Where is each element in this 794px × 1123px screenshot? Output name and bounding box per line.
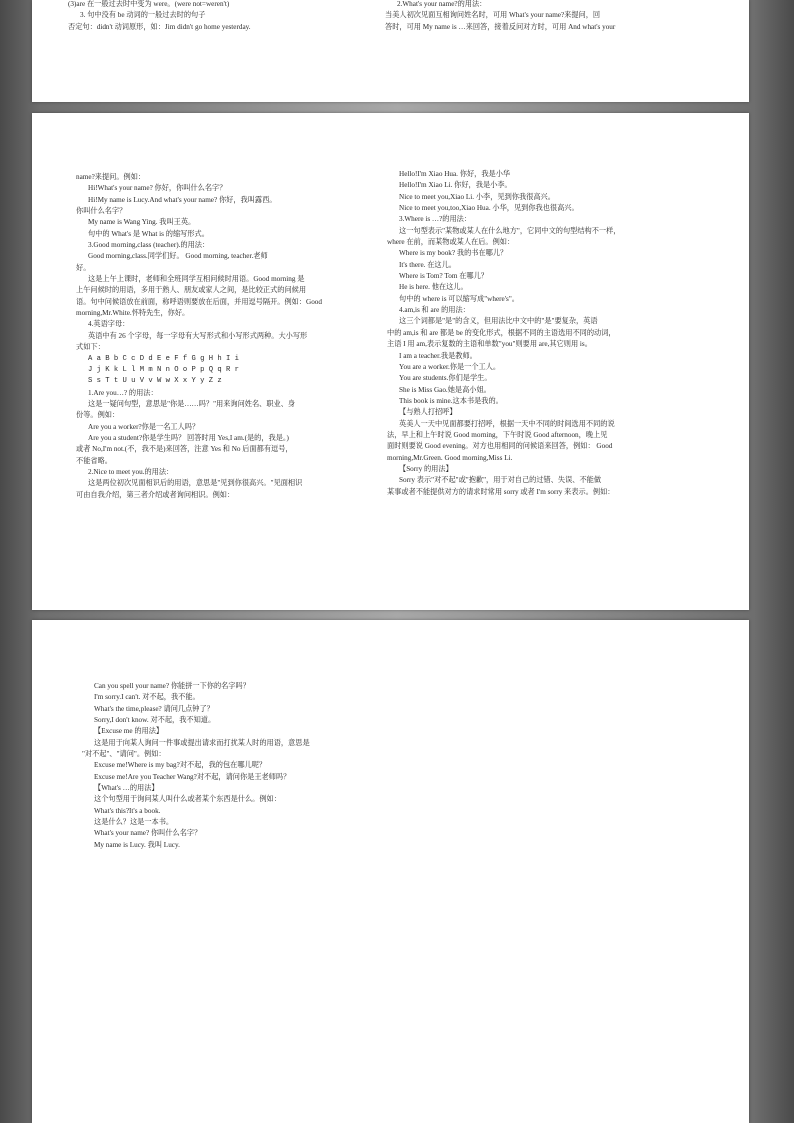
text-line: name?来提问。例如： xyxy=(76,173,146,181)
text-line: 否定句：didn't 动词原形，如：Jim didn't go home yesterday. xyxy=(68,22,251,31)
text-line: 某事或者不能提供对方的请求时常用 sorry 或者 I'm sorry 来表示。例如： xyxy=(387,487,615,496)
text-line: 这是一疑问句型，意思是"你是……吗？"用来询问姓名、职业、身 xyxy=(88,399,296,408)
text-line: morning,Mr.Green. Good morning,Miss Li. xyxy=(387,453,513,462)
text-line: Sorry,I don't know. 对不起，我不知道。 xyxy=(94,716,216,725)
text-line: Nice to meet you,Xiao Li. 小李，见到你我很高兴。 xyxy=(399,192,555,201)
text-line: where 在前，而某物或某人在后。例如： xyxy=(387,238,515,247)
text-line: 当美人初次见面互相询问姓名时，可用 What's your name?来提问，回 xyxy=(385,11,601,20)
text-line: Hi!My name is Lucy.And what's your name? 你好，我叫露西。 xyxy=(88,195,277,204)
text-line: 这是两位初次见面相识后的用语，意思是"见到你很高兴。"见面相识 xyxy=(88,479,303,488)
text-line: 不能省略。 xyxy=(76,456,112,465)
text-line: 英语中有 26 个字母，每一字母有大写形式和小写形式两种。大小写形 xyxy=(88,331,308,340)
text-line: 这是上午上课时，老师和全班同学互相问候时用语。Good morning 是 xyxy=(88,275,305,284)
text-line: A a B b C c D d E e F f G g H h I i xyxy=(88,354,239,363)
text-line: 句中的 where is 可以缩写成"where's"。 xyxy=(399,294,519,303)
text-line: 式如下： xyxy=(76,343,105,352)
text-line: 【Sorry 的用法】 xyxy=(399,464,453,473)
text-line: Nice to meet you,too,Xiao Hua. 小华，见到你我也很高兴。 xyxy=(399,204,579,213)
text-line: Where is my book? 我的书在哪儿？ xyxy=(399,249,508,258)
text-line: 这是什么？这是一本书。 xyxy=(94,818,174,827)
text-line: 3. 句中没有 be 动词的一般过去时的句子 xyxy=(80,11,206,20)
text-line: This book is mine.这本书是我的。 xyxy=(399,396,503,405)
text-line: It's there. 在这儿。 xyxy=(399,260,456,269)
text-line: 3.Where is …?的用法： xyxy=(399,215,472,224)
text-line: Good morning,class.同学们好。 Good morning, teacher.老师 xyxy=(88,252,268,261)
text-line: 上午问候时的用语，多用于熟人、朋友或家人之间，是比较正式的问候用 xyxy=(76,286,307,295)
text-line: Are you a student?你是学生吗？ 回答时用 Yes,I am.(是的，我是。) xyxy=(88,433,289,442)
text-line: 主语 I 用 am,表示复数的主语和单数"you"则要用 are,其它则用 is。 xyxy=(387,340,592,349)
text-line: Excuse me!Where is my bag?对不起，我的包在哪儿呢？ xyxy=(94,761,267,770)
text-line: J j K k L l M m N n O o P p Q q R r xyxy=(88,365,239,374)
text-line: She is Miss Gao.她是高小姐。 xyxy=(399,385,491,394)
text-line: 好。 xyxy=(76,263,91,272)
text-line: I am a teacher.我是教师。 xyxy=(399,351,477,360)
text-line: My name is Wang Ying. 我叫王英。 xyxy=(88,218,196,227)
text-line: You are students.你们是学生。 xyxy=(399,374,492,383)
text-line: Excuse me!Are you Teacher Wang?对不起，请问你是王老师吗？ xyxy=(94,772,291,781)
text-line: Sorry 表示"对不起"或"抱歉"，用于对自己的过错、失误、不能做 xyxy=(399,476,602,485)
page2-right-column xyxy=(387,169,717,498)
text-line: (3)are 在一般过去时中变为 were。(were not=weren't) xyxy=(68,0,230,8)
text-line: Where is Tom? Tom 在哪儿？ xyxy=(399,272,488,281)
text-line: 4.am,is 和 are 的用法： xyxy=(399,306,470,315)
text-line: 1.Are you…? 的用法： xyxy=(88,388,158,397)
document-page-1 xyxy=(32,0,749,102)
text-line: Hello!I'm Xiao Hua. 你好，我是小华 xyxy=(399,170,511,178)
text-line: What's the time,please? 请问几点钟了？ xyxy=(94,704,214,713)
document-page-2 xyxy=(32,113,749,610)
text-line: Are you a worker?你是一名工人吗？ xyxy=(88,422,200,431)
text-line: 句中的 What's 是 What is 的缩写形式。 xyxy=(88,229,209,238)
text-line: Can you spell your name? 你能拼一下你的名字吗？ xyxy=(94,682,250,690)
text-line: 英美人一天中见面都要打招呼，根据一天中不同的时间选用不同的说 xyxy=(399,419,615,428)
text-line: Hi!What's your name? 你好，你叫什么名字？ xyxy=(88,184,227,193)
text-line: 你叫什么名字？ xyxy=(76,207,127,216)
document-page-3 xyxy=(32,620,749,1123)
text-line: 【Excuse me 的用法】 xyxy=(94,727,164,736)
text-line: 法，早上和上午时说 Good morning，下午时说 Good afternoon，晚上见 xyxy=(387,430,608,439)
text-line: 2.What's your name?的用法： xyxy=(397,0,487,8)
text-line: 【与熟人打招呼】 xyxy=(399,408,457,417)
text-line: morning,Mr.White.怀特先生，你好。 xyxy=(76,309,190,318)
text-line: What's your name? 你叫什么名字？ xyxy=(94,829,202,838)
text-line: 份等。例如： xyxy=(76,411,120,420)
text-line: S s T t U u V v W w X x Y y Z z xyxy=(88,377,222,386)
page3-column xyxy=(82,681,482,851)
text-line: I'm sorry.I can't. 对不起，我不能。 xyxy=(94,693,200,702)
text-line: He is here. 他在这儿。 xyxy=(399,283,468,292)
text-line: 2.Nice to meet you.的用法： xyxy=(88,467,174,476)
text-line: 4.英语字母： xyxy=(88,320,130,329)
text-line: 可由自我介绍，第三者介绍或者询问相识。例如： xyxy=(76,490,235,499)
text-line: 语。句中问候语放在前面，称呼语则要放在后面，并用逗号隔开。例如：Good xyxy=(76,297,322,306)
text-line: 3.Good morning,class (teacher).的用法： xyxy=(88,241,210,250)
text-line: 【What's …的用法】 xyxy=(94,784,159,793)
page2-left-column xyxy=(76,172,386,501)
page1-left-column xyxy=(68,0,388,33)
text-line: 这一句型表示"某物或某人在什么地方"，它同中文的句型结构不一样， xyxy=(399,226,621,235)
text-line: 答时，可用 My name is …来回答，接着反问对方时，可用 And what's your xyxy=(385,22,616,31)
text-line: My name is Lucy. 我叫 Lucy. xyxy=(94,840,180,849)
page1-right-column xyxy=(385,0,730,33)
text-line: Hello!I'm Xiao Li. 你好，我是小李。 xyxy=(399,181,512,190)
text-line: 这个句型用于询问某人叫什么或者某个东西是什么。例如： xyxy=(94,795,281,804)
text-line: 或者 No,I'm not.(不，我不是)来回答，注意 Yes 和 No 后面都有逗号， xyxy=(76,445,293,454)
text-line: "对不起"、"请问"。例如： xyxy=(82,750,166,759)
text-line: 面时则要说 Good evening。对方也用相同的问候语来回答，例如： Good xyxy=(387,442,613,451)
text-line: 中的 am,is 和 are 都是 be 的变化形式，根据不同的主语选用不同的动词， xyxy=(387,328,616,337)
text-line: 这三个词都是"是"的含义，但用法比中文中的"是"要复杂，英语 xyxy=(399,317,598,326)
text-line: What's this?It's a book. xyxy=(94,806,161,815)
text-line: 这是用于向某人询问一件事或提出请求而打扰某人时的用语，意思是 xyxy=(94,738,310,747)
text-line: You are a worker.你是一个工人。 xyxy=(399,362,501,371)
